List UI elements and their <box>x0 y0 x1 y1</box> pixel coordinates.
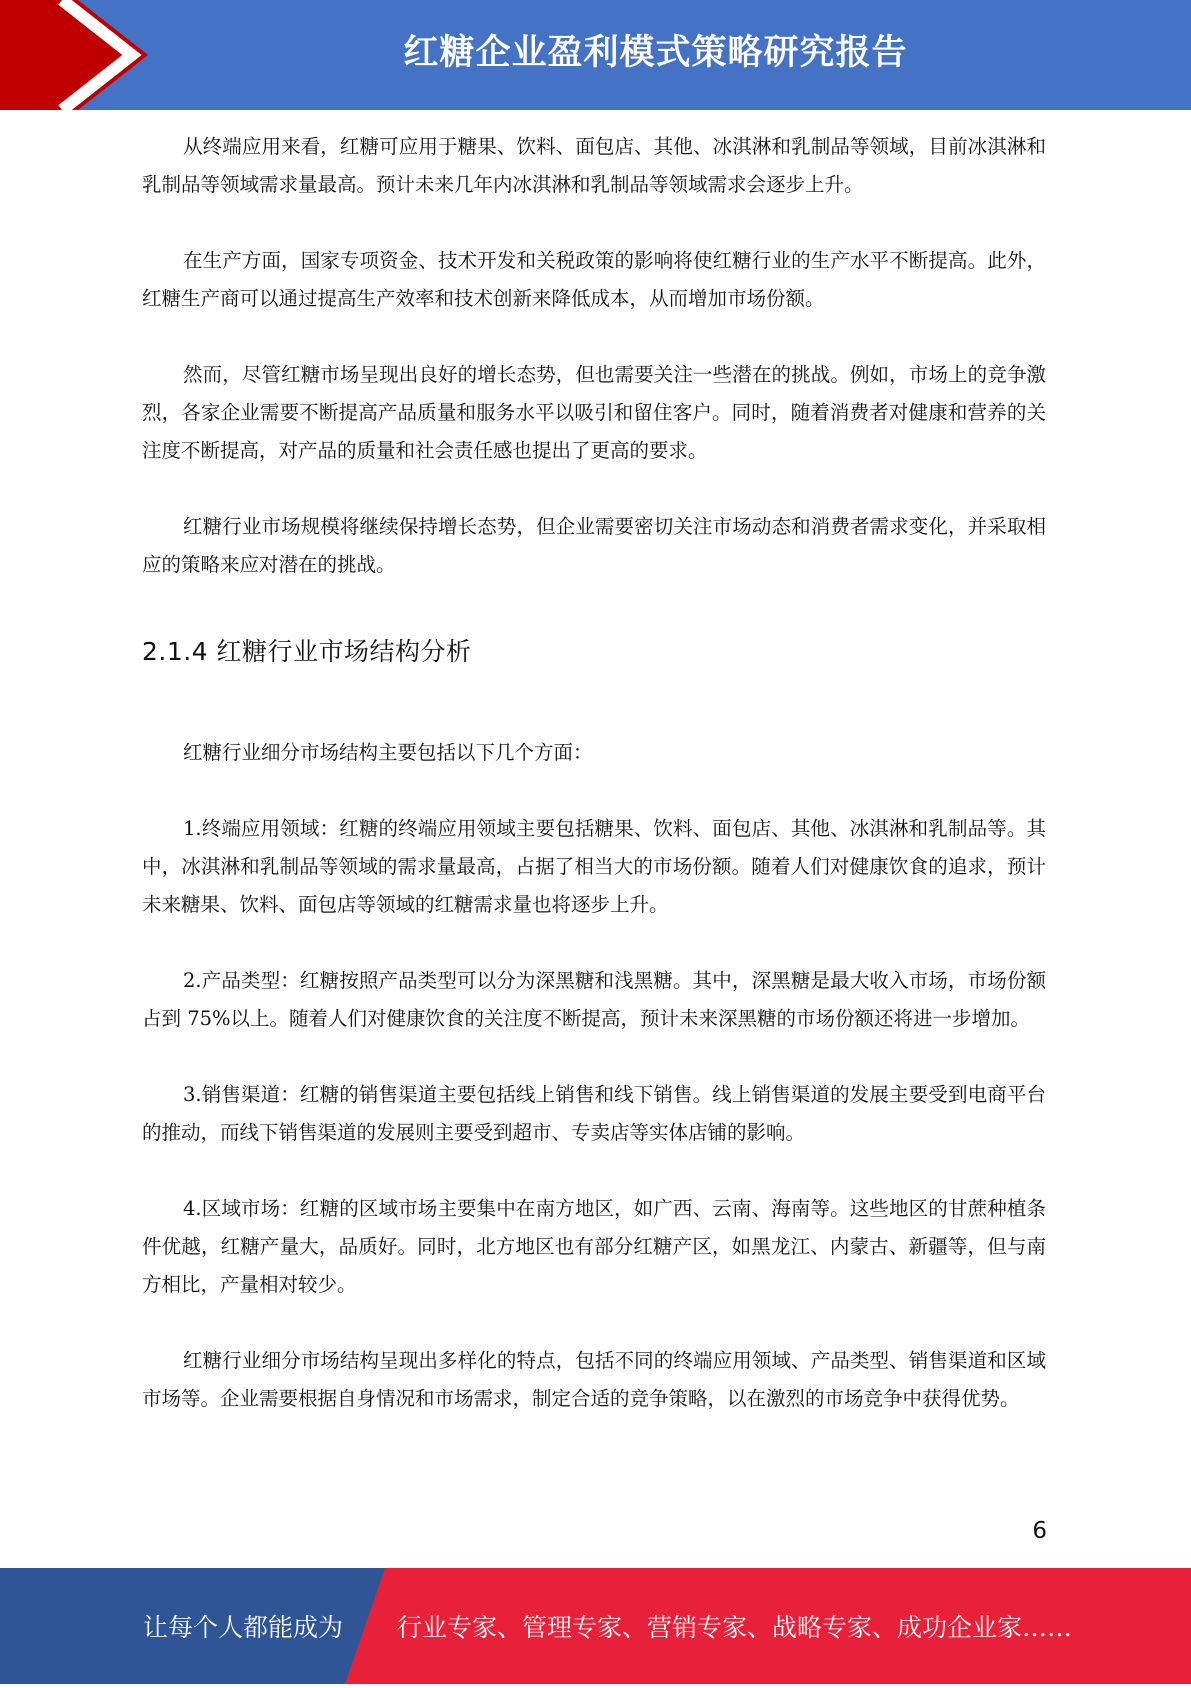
paragraph: 从终端应用来看，红糖可应用于糖果、饮料、面包店、其他、冰淇淋和乳制品等领域，目前冰淇淋和乳制品等领域需求量最高。预计未来几年内冰淇淋和乳制品等领域需求会逐步上升。 <box>142 135 1046 196</box>
paragraph: 4.区域市场：红糖的区域市场主要集中在南方地区，如广西、云南、海南等。这些地区的甘蔗种植条件优越，红糖产量大，品质好。同时，北方地区也有部分红糖产区，如黑龙江、内蒙古、新疆等，但与南方相比，产量相对较少。 <box>142 1197 1046 1296</box>
document-title: 红糖企业盈利模式策略研究报告 <box>403 33 908 73</box>
page-number: 6 <box>1032 1518 1047 1544</box>
paragraph: 然而，尽管红糖市场呈现出良好的增长态势，但也需要关注一些潜在的挑战。例如，市场上的竞争激烈，各家企业需要不断提高产品质量和服务水平以吸引和留住客户。同时，随着消费者对健康和营养的关注度不断提高，对产品的质量和社会责任感也提出了更高的要求。 <box>142 363 1046 462</box>
footer-slogan-left: 让每个人都能成为 <box>143 1613 344 1642</box>
section-heading: 2.1.4 红糖行业市场结构分析 <box>142 637 472 666</box>
footer-banner <box>0 1568 1191 1684</box>
paragraph: 2.产品类型：红糖按照产品类型可以分为深黑糖和浅黑糖。其中，深黑糖是最大收入市场，市场份额占到 75%以上。随着人们对健康饮食的关注度不断提高，预计未来深黑糖的市场份额还将进一步增加。 <box>142 969 1046 1030</box>
footer-slogan-right: 行业专家、管理专家、营销专家、战略专家、成功企业家…… <box>397 1613 1073 1642</box>
page-content <box>142 128 1046 1456</box>
paragraph: 1.终端应用领域：红糖的终端应用领域主要包括糖果、饮料、面包店、其他、冰淇淋和乳制品等。其中，冰淇淋和乳制品等领域的需求量最高，占据了相当大的市场份额。随着人们对健康饮食的追求，预计未来糖果、饮料、面包店等领域的红糖需求量也将逐步上升。 <box>142 817 1046 916</box>
paragraph: 红糖行业细分市场结构主要包括以下几个方面： <box>183 741 593 764</box>
header-arrow-decoration <box>0 0 160 110</box>
header-banner <box>0 0 1191 110</box>
paragraph: 红糖行业市场规模将继续保持增长态势，但企业需要密切关注市场动态和消费者需求变化，并采取相应的策略来应对潜在的挑战。 <box>142 515 1046 576</box>
paragraph: 在生产方面，国家专项资金、技术开发和关税政策的影响将使红糖行业的生产水平不断提高。此外，红糖生产商可以通过提高生产效率和技术创新来降低成本，从而增加市场份额。 <box>142 249 1046 310</box>
paragraph: 3.销售渠道：红糖的销售渠道主要包括线上销售和线下销售。线上销售渠道的发展主要受到电商平台的推动，而线下销售渠道的发展则主要受到超市、专卖店等实体店铺的影响。 <box>142 1083 1046 1144</box>
paragraph: 红糖行业细分市场结构呈现出多样化的特点，包括不同的终端应用领域、产品类型、销售渠道和区域市场等。企业需要根据自身情况和市场需求，制定合适的竞争策略，以在激烈的市场竞争中获得优势。 <box>142 1349 1046 1410</box>
